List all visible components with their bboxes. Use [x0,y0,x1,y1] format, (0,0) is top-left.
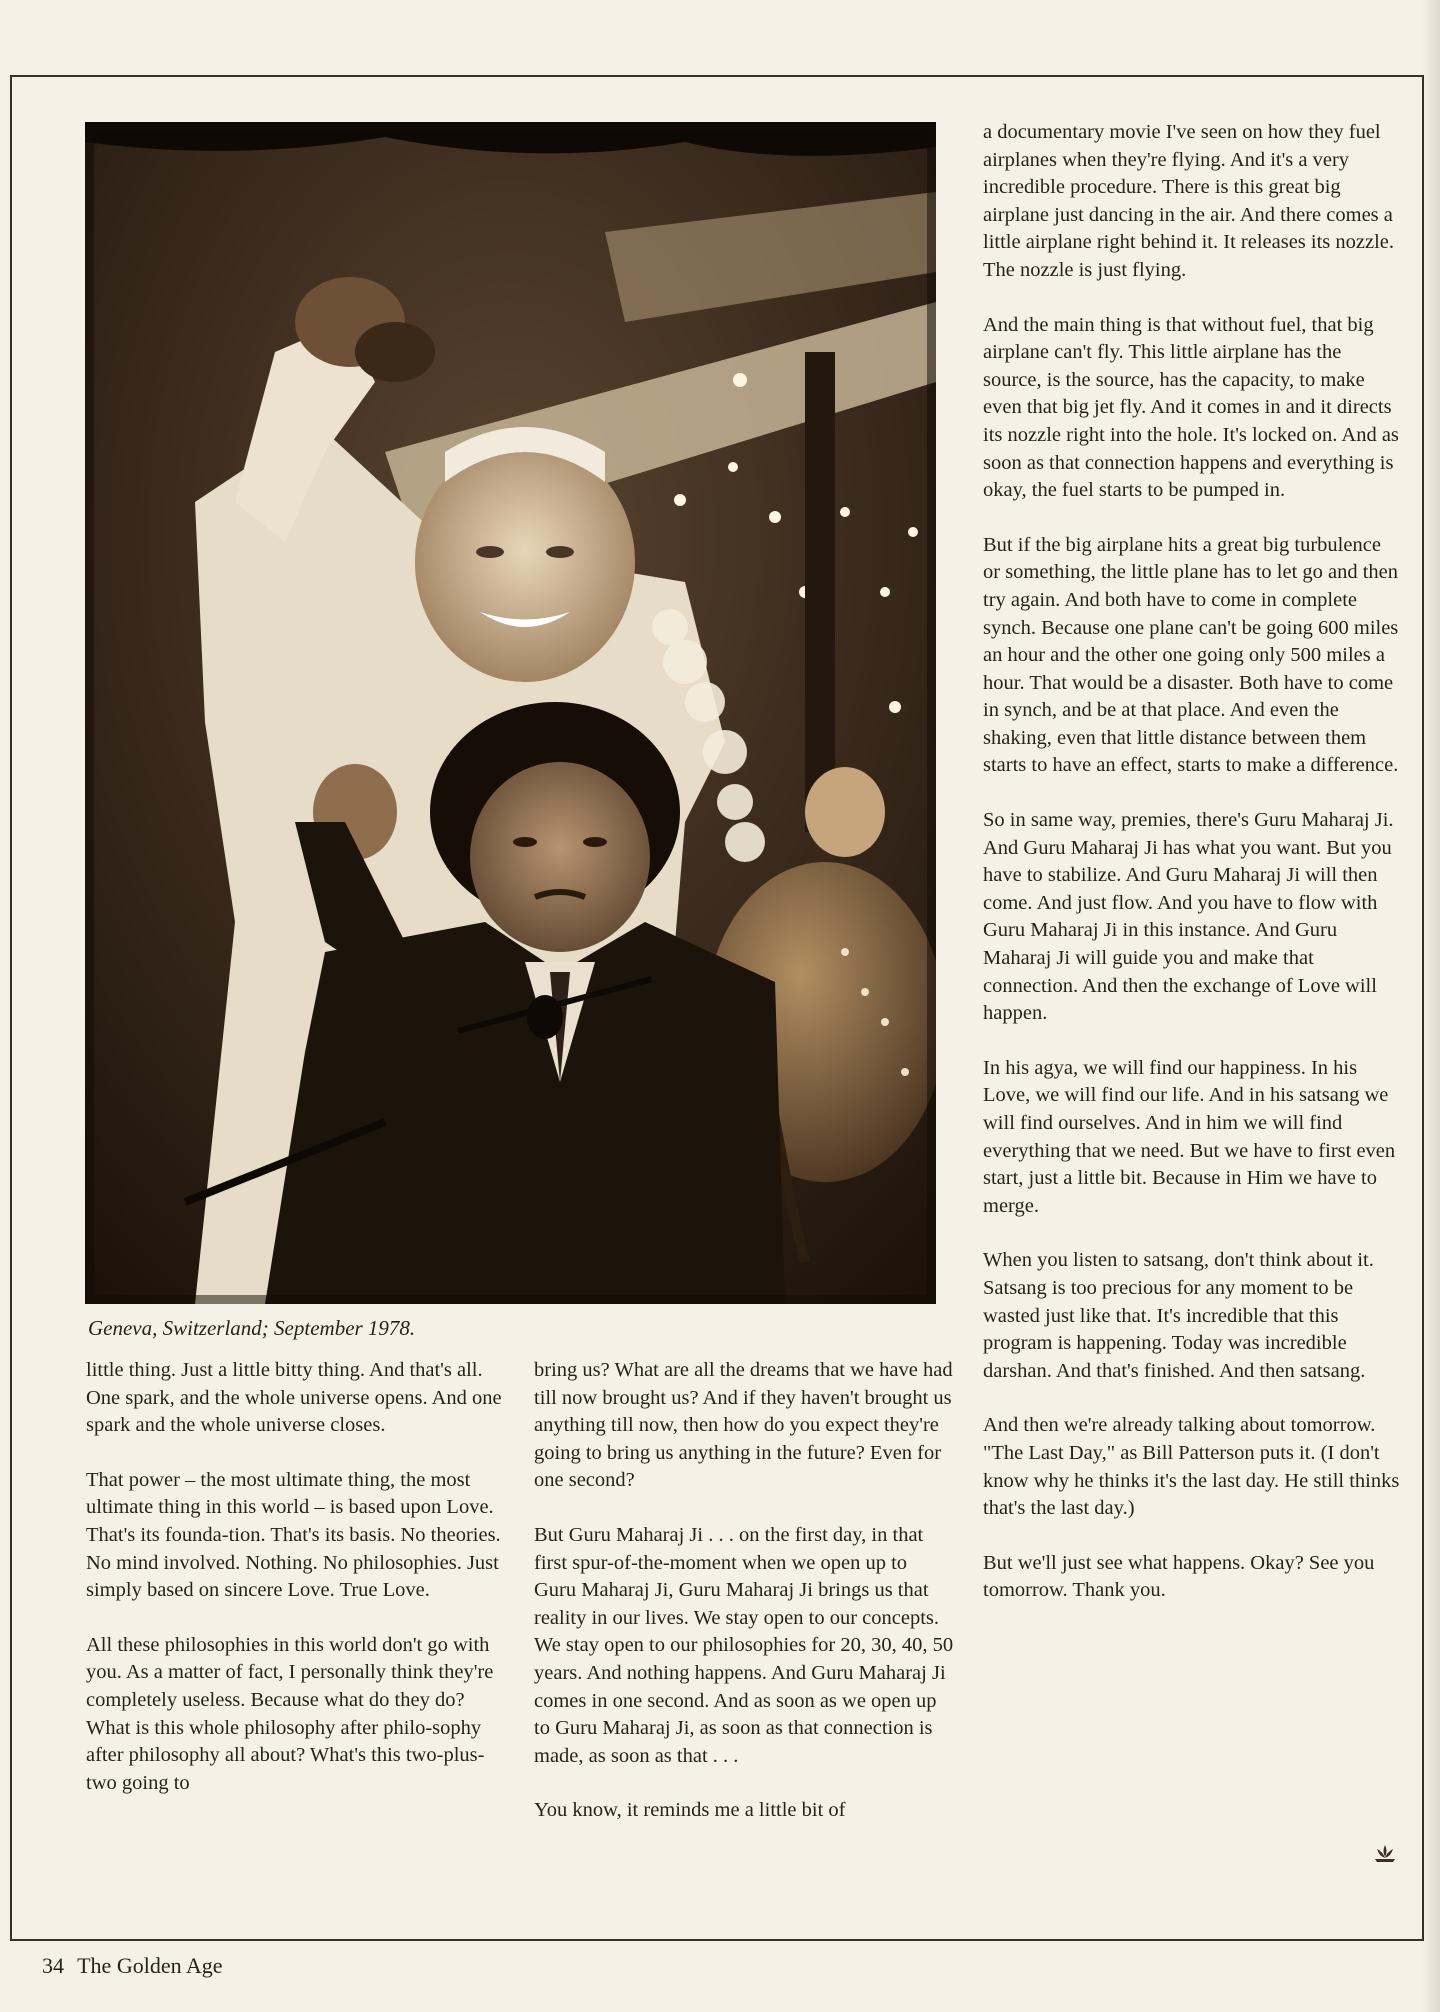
paragraph: But we'll just see what happens. Okay? See you tomorrow. Thank you. [983,1551,1375,1602]
paragraph: When you listen to satsang, don't think about it. Satsang is too precious for any moment to be wasted just like that. It's incredible that this program is happening. Today was incredible darshan. And that's finished. And then satsang. [983,1249,1374,1382]
paragraph: And the main thing is that without fuel, that big airplane can't fly. This little airplane has the source, is the source, has the capacity, to make even that big jet fly. And it comes in and it directs its nozzle right into the hole. It's locked on. And as soon as that connection happens and everything is okay, the fuel starts to be pumped in. [983,313,1399,502]
lotus-icon [1373,1843,1397,1863]
paragraph: But if the big airplane hits a great big turbulence or something, the little plane has to let go and then try again. And both have to come in complete synch. Because one plane can't be going 600 miles an hour and the other one going only 500 miles a hour. That would be a disaster. Both have to come in synch, and be at that place. And even the shaking, even that little distance between them starts to have an effect, starts to make a difference. [983,533,1399,777]
page-edge-shadow [1422,0,1440,2012]
paragraph: little thing. Just a little bitty thing. And that's all. One spark, and the whole universe opens. And one spark and the whole universe closes. [86,1359,502,1437]
photo-caption: Geneva, Switzerland; September 1978. [88,1316,416,1340]
page-footer [42,1953,223,1979]
text-column-middle [534,1357,954,1825]
paragraph: And then we're already talking about tomorrow. "The Last Day," as Bill Patterson puts it. (I don't know why he thinks it's the last day. He still thinks that's the last day.) [983,1414,1400,1520]
paragraph: So in same way, premies, there's Guru Maharaj Ji. And Guru Maharaj Ji has what you want. But you have to stabilize. And Guru Maharaj Ji will then come. And just flow. And you have to flow with Guru Maharaj Ji in this instance. And Guru Maharaj Ji will guide you and make that connection. And then the exchange of Love will happen. [983,809,1394,1025]
paragraph: In his agya, we will find our happiness. In his Love, we will find our life. And in his satsang we will find ourselves. And in him we will find everything that we need. But we have to first even start, just a little bit. Because in Him we have to merge. [983,1056,1396,1217]
publication-name: The Golden Age [77,1953,223,1978]
text-column-right [983,119,1403,1605]
page-number: 34 [42,1953,64,1978]
paragraph: a documentary movie I've seen on how they fuel airplanes when they're flying. And it's a very incredible procedure. There is this great big airplane just dancing in the air. And there comes a little airplane right behind it. It releases its nozzle. The nozzle is just flying. [983,121,1395,281]
paragraph: All these philosophies in this world don't go with you. As a matter of fact, I personally think they're completely useless. Because what do they do? What is this whole philosophy after philo-sophy after philosophy all about? What's this two-plus-two going to [86,1633,494,1794]
paragraph: But Guru Maharaj Ji . . . on the first day, in that first spur-of-the-moment when we open up to Guru Maharaj Ji, Guru Maharaj Ji brings us that reality in our lives. We stay open to our concepts. We stay open to our philosophies for 20, 30, 40, 50 years. And nothing happens. And Guru Maharaj Ji comes in one second. And as soon as we open up to Guru Maharaj Ji, as soon as that connection is made, as soon as that . . . [534,1523,954,1767]
paragraph: That power – the most ultimate thing, the most ultimate thing in this world – is based upon Love. That's its founda-tion. That's its basis. No theories. No mind involved. Nothing. No philosophies. Just simply based on sincere Love. True Love. [86,1468,501,1602]
event-photo [85,122,936,1304]
paragraph: bring us? What are all the dreams that we have had till now brought us? And if they haven't brought us anything till now, then how do you expect they're going to bring us anything in the future? Even for one second? [534,1359,953,1492]
paragraph: You know, it reminds me a little bit of [534,1799,846,1822]
text-column-left [86,1357,506,1797]
